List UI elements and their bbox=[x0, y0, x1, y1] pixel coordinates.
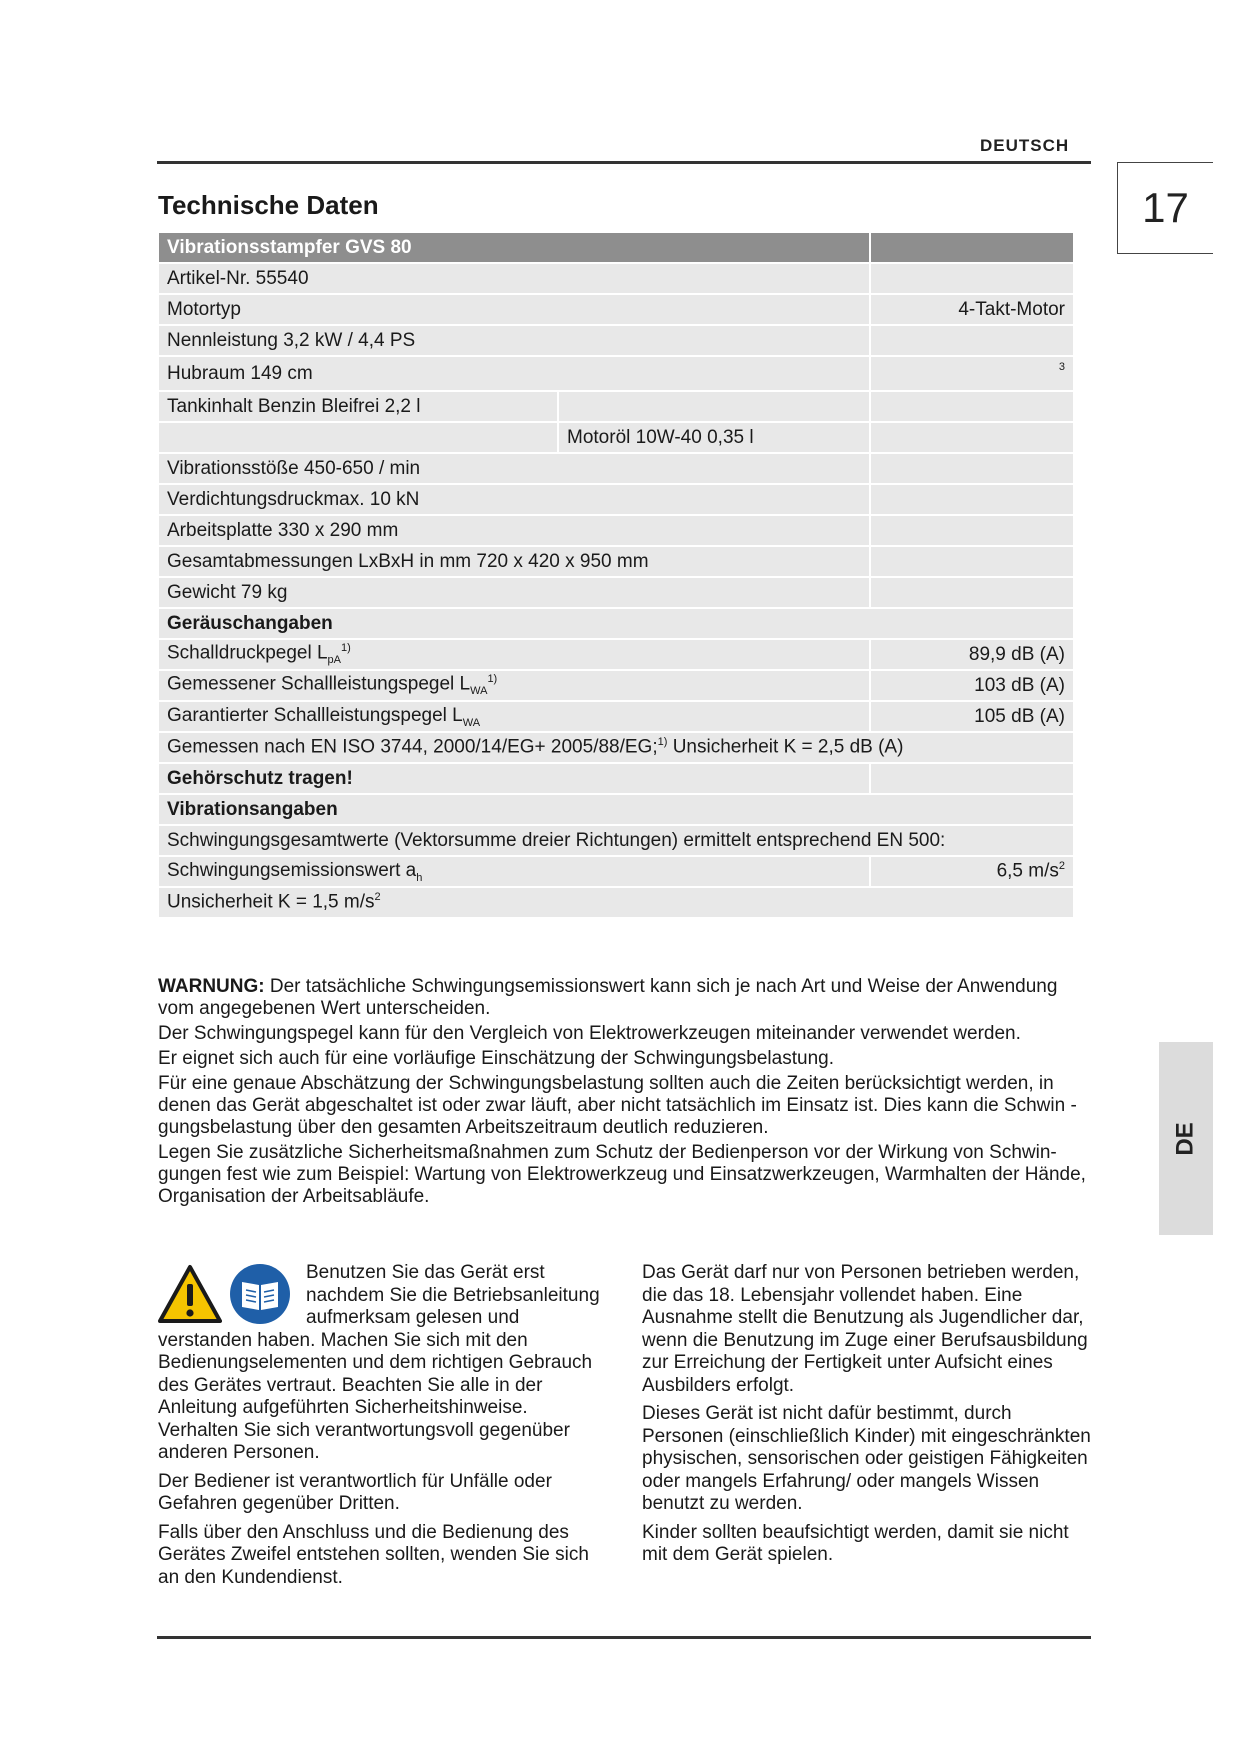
weight: Gewicht 79 kg bbox=[158, 577, 870, 608]
displacement: Hubraum 149 cm bbox=[158, 356, 870, 391]
table-row bbox=[158, 856, 1074, 887]
left-paragraph-2: Der Bediener ist verantwortlich für Unfälle oder Gefahren gegenüber Dritten. bbox=[158, 1470, 552, 1514]
noise-heading: Geräuschangaben bbox=[158, 608, 1074, 639]
table-row bbox=[158, 453, 1074, 484]
hearing-protection: Gehörschutz tragen! bbox=[158, 763, 870, 794]
spec-table bbox=[157, 231, 1075, 919]
right-paragraph-1: Das Gerät darf nur von Personen betrieben werden, die das 18. Lebensjahr vollendet haben. Eine Ausnahme stellt die Benutzung als Jugendlicher dar, wenn die Benutzung im Zuge einer Berufsausbildung zur Erreichung der Fertigkeit unter Aufsicht eines Ausbilders erfolgt. bbox=[642, 1262, 1088, 1396]
read-manual-icon bbox=[228, 1262, 292, 1326]
section-title: Technische Daten bbox=[158, 190, 379, 220]
warning-triangle-icon bbox=[158, 1264, 222, 1324]
engine-oil: Motoröl 10W-40 0,35 l bbox=[558, 422, 870, 453]
table-row bbox=[158, 515, 1074, 546]
measured-sound-power-value: 103 dB (A) bbox=[870, 670, 1074, 701]
motor-type-value: 4-Takt-Motor bbox=[870, 294, 1074, 325]
table-row bbox=[158, 484, 1074, 515]
table-row bbox=[158, 670, 1074, 701]
spec-table-heading-empty bbox=[870, 232, 1074, 263]
vibration-strokes: Vibrationsstöße 450-650 / min bbox=[158, 453, 870, 484]
table-row bbox=[158, 825, 1074, 856]
table-row bbox=[158, 763, 1074, 794]
table-row bbox=[158, 608, 1074, 639]
table-row bbox=[158, 263, 1074, 294]
safety-icons bbox=[158, 1262, 292, 1326]
warning-paragraph-3: Er eignet sich auch für eine vorläufige Einschätzung der Schwingungsbelastung. bbox=[158, 1048, 834, 1069]
page-number: 17 bbox=[1117, 162, 1213, 254]
rated-power: Nennleistung 3,2 kW / 4,4 PS bbox=[158, 325, 870, 356]
warning-paragraph-1: WARNUNG: Der tatsächliche Schwingungsemissionswert kann sich je nach Art und Weise der Anwendung vom angegebenen Wert unterscheiden. bbox=[158, 976, 1058, 1019]
vibration-emission-label: Schwingungsemissionswert $a_h$ bbox=[158, 856, 870, 887]
language-side-tab-label: DE bbox=[1172, 1121, 1199, 1156]
tank-capacity: Tankinhalt Benzin Bleifrei 2,2 l bbox=[158, 391, 558, 422]
language-side-tab bbox=[1159, 1042, 1213, 1235]
vibration-uncertainty: Unsicherheit K = 1,5 $m/s^2$ bbox=[158, 887, 1074, 918]
warning-paragraph-5: Legen Sie zusätzliche Sicherheitsmaßnahmen zum Schutz der Bedienperson vor der Wirkung von Schwin- gungen fest wie zum Beispiel: Wartung von Elektrowerkzeug und Einsatzwerkzeugen, Warmhalten der Hände, Organisation der Arbeitsabläufe. bbox=[158, 1142, 1086, 1207]
table-row bbox=[158, 546, 1074, 577]
table-row bbox=[158, 887, 1074, 918]
spec-table-heading: Vibrationsstampfer GVS 80 bbox=[158, 232, 870, 263]
right-paragraph-2: Dieses Gerät ist nicht dafür bestimmt, durch Personen (einschließlich Kinder) mit eingeschränkten physischen, sensorischen oder geistigen Fähigkeiten oder mangels Erfahrung/ oder mangels Wissen benutzt zu werden. bbox=[642, 1403, 1091, 1514]
table-row bbox=[158, 794, 1074, 825]
vibration-heading: Vibrationsangaben bbox=[158, 794, 1074, 825]
left-paragraph-1: Benutzen Sie das Gerät erst nachdem Sie die Betriebsanleitung aufmerksam gelesen und verstanden haben. Machen Sie sich mit den Bedienungselementen und dem richtigen Gebrauch des Gerätes vertraut. Beachten Sie alle in der Anleitung aufgeführten Sicherheitshinweise. Verhalten Sie sich verantwortungsvoll gegenüber anderen Personen. bbox=[158, 1262, 600, 1463]
measurement-standard: Gemessen nach EN ISO 3744, 2000/14/EG+ 2005/88/EG;$^{1)}$ Unsicherheit K = 2,5 dB (A) bbox=[158, 732, 1074, 763]
warning-paragraph-2: Der Schwingungspegel kann für den Vergleich von Elektrowerkzeugen miteinander verwendet werden. bbox=[158, 1023, 1021, 1044]
table-row bbox=[158, 577, 1074, 608]
measured-sound-power-label: Gemessener Schallleistungspegel $L_{WA}^{1)}$ bbox=[158, 670, 870, 701]
warning-block bbox=[158, 976, 1098, 1211]
warning-paragraph-4: Für eine genaue Abschätzung der Schwingungsbelastung sollten auch die Zeiten berücksichtigt werden, in denen das Gerät abgeschaltet ist oder zwar läuft, aber nicht tatsächlich im Einsatz ist. Dies kann die Schwin - gungsbelastung über den gesamten Arbeitszeitraum deutlich reduzieren. bbox=[158, 1073, 1077, 1138]
table-row bbox=[158, 639, 1074, 670]
right-column bbox=[642, 1262, 1092, 1573]
displacement-superscript: 3 bbox=[870, 356, 1074, 391]
guaranteed-sound-power-value: 105 dB (A) bbox=[870, 701, 1074, 732]
overall-dimensions: Gesamtabmessungen LxBxH in mm 720 x 420 x 950 mm bbox=[158, 546, 870, 577]
table-row bbox=[158, 356, 1074, 391]
top-rule bbox=[157, 161, 1091, 164]
table-row bbox=[158, 701, 1074, 732]
left-column bbox=[158, 1262, 608, 1595]
left-paragraph-3: Falls über den Anschluss und die Bedienung des Gerätes Zweifel entstehen sollten, wenden Sie sich an den Kundendienst. bbox=[158, 1521, 589, 1588]
table-row bbox=[158, 325, 1074, 356]
vibration-emission-value: 6,5 $m/s^2$ bbox=[870, 856, 1074, 887]
language-header: DEUTSCH bbox=[980, 136, 1070, 155]
table-row bbox=[158, 391, 1074, 422]
table-row bbox=[158, 294, 1074, 325]
sound-pressure-value: 89,9 dB (A) bbox=[870, 639, 1074, 670]
vibration-total-values: Schwingungsgesamtwerte (Vektorsumme dreier Richtungen) ermittelt entsprechend EN 500: bbox=[158, 825, 1074, 856]
warning-label: WARNUNG: bbox=[158, 976, 265, 997]
spec-table-header bbox=[158, 232, 1074, 263]
work-plate: Arbeitsplatte 330 x 290 mm bbox=[158, 515, 870, 546]
compaction-pressure: Verdichtungsdruckmax. 10 kN bbox=[158, 484, 870, 515]
right-paragraph-3: Kinder sollten beaufsichtigt werden, damit sie nicht mit dem Gerät spielen. bbox=[642, 1521, 1069, 1565]
bottom-rule bbox=[157, 1636, 1091, 1639]
table-row bbox=[158, 422, 1074, 453]
table-row bbox=[158, 732, 1074, 763]
article-number: Artikel-Nr. 55540 bbox=[158, 263, 870, 294]
motor-type-label: Motortyp bbox=[158, 294, 870, 325]
sound-pressure-label: Schalldruckpegel $L_{pA}^{1)}$ bbox=[158, 639, 870, 670]
guaranteed-sound-power-label: Garantierter Schallleistungspegel $L_{WA}$ bbox=[158, 701, 870, 732]
